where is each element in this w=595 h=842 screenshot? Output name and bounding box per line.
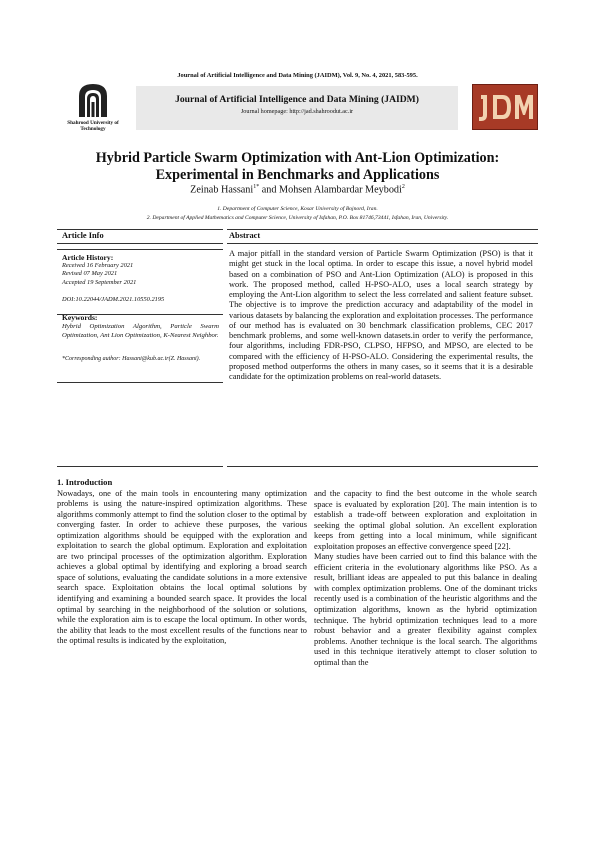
- introduction-heading: 1. Introduction: [57, 477, 113, 487]
- history-heading: Article History:: [62, 253, 114, 262]
- article-info-column: [62, 231, 219, 363]
- history-accepted: Accepted 19 September 2021: [62, 278, 137, 286]
- article-info-heading: Article Info: [62, 231, 104, 240]
- keywords-list: Hybrid Optimization Algorithm, Particle Swarm Optimization, Ant Lion Optimization, K-Nearest Neighbor.: [62, 323, 219, 340]
- university-name-line1: Shahrood University of: [67, 120, 119, 126]
- affiliation-2: 2. Department of Applied Mathematics and Computer Science, University of Isfahan, P.O. Box 81746,73441, Isfahan, Iran, University.: [146, 214, 449, 221]
- author-2: Mohsen Alambardar Meybodi: [279, 184, 402, 196]
- body-paragraph: Nowadays, one of the main tools in encountering many optimization problems is using the nature-inspired optimization algorithms. These algorithms commonly attempt to find the solution closer to the optimal by converging faster. In order to achieve these purposes, the various optimization algorithms should be equipped with the exploration and exploitation to search the global optimum. Exploration and exploitation are two principal processes of the optimization algorithm. Exploration achieves a global optimal by identifying and exploring a broad search space of solutions, evaluating the candidate solutions in a more extensive search space. Exploitation obtains the local optimal solutions by identifying and examining a bounded search space. It provides the local optimal by searching in the neighborhood of the solution or solutions, while the exploration aim is to escape the local optimum. In other words, the ability that leads to the most excellent results of the functions near to the optimal results is indicated by the exploitation,: [57, 488, 307, 646]
- paper-title-line2: Experimental in Benchmarks and Applications: [155, 167, 440, 183]
- author-1: Zeinab Hassani: [190, 184, 254, 196]
- body-column-left: [57, 477, 307, 647]
- affiliation-1: 1. Department of Computer Science, Kosar University of Bojnord, Iran.: [217, 206, 378, 212]
- history-received: Received 16 February 2021: [62, 262, 134, 269]
- journal-title: Journal of Artificial Intelligence and Data Mining (JAIDM): [175, 94, 419, 105]
- article-doi: DOI:10.22044/JADM.2021.10550.2195: [62, 296, 165, 304]
- body-paragraph: Many studies have been carried out to find this balance with the efficient criteria in the evolutionary algorithms like PSO. As a result, brilliant ideas are appealed to put this balance in dealing with complex optimization problems. One of the dominant tricks recently used is a combination of the heuristic algorithms and the optimization algorithms, known as the hybrid optimization technique. The hybrid optimization techniques lead to a more robust behavior and a greater flexibility against complex problems. Another technique is the local search. The algorithms used in this technique iteratively attempt to closer solution to optimal than the: [314, 552, 537, 667]
- jdm-monogram-icon: [473, 85, 537, 129]
- corresponding-author: *Corresponding author: Hassani@kub.ac.ir(Z. Hassani).: [62, 355, 201, 362]
- university-name-line2: Technology: [80, 126, 106, 132]
- history-revised: Revised 07 May 2021: [62, 270, 118, 278]
- journal-homepage: Journal homepage: http://jad.shahroodut.ac.ir: [240, 108, 354, 115]
- author-1-marker: 1*: [253, 184, 260, 190]
- running-head: Journal of Artificial Intelligence and Data Mining (JAIDM), Vol. 9, No. 4, 2021, 583-595.: [177, 72, 418, 79]
- divider-top-right: [227, 229, 538, 230]
- university-emblem-icon: [76, 82, 110, 118]
- abstract-text: A major pitfall in the standard version of Particle Swarm Optimization (PSO) is that it might get stuck in the local optima. In order to escape this issue, a novel hybrid model based on a combination of PSO and Ant-Lion Optimization (ALO) is proposed in this work. The proposed method, called H-PSO-ALO, uses a local search strategy by employing the Ant-Lion algorithm to select the less correlated and salient feature subset. The objective is to improve the prediction accuracy and adaptability of the model in various datasets by balancing the exploration and exploitation processes. The performance of our method has is evaluated on 30 benchmark classification problems, CEC 2017 benchmark problems, and some well-known datasets.in order to verify the performance, four algorithms, including FDR-PSO, CLPSO, HFPSO, and MPSO, are elected to be compared with the efficiency of H-PSO-ALO. Considering the experimental results, the proposed method outperforms the others in many cases, so it seems that it is a desirable candidate for the optimization problems on real-world datasets.: [229, 249, 533, 381]
- divider-bottom-left: [57, 466, 223, 467]
- author-connector: and: [259, 184, 280, 196]
- abstract-section: [229, 231, 533, 382]
- keywords-heading: Keywords:: [62, 313, 98, 323]
- author-2-marker: 2: [401, 184, 405, 190]
- journal-banner: [136, 86, 458, 130]
- divider-bottom-right: [227, 466, 538, 467]
- author-line: [50, 184, 545, 195]
- affiliations: [50, 205, 545, 222]
- divider-keywords: [57, 382, 223, 383]
- body-paragraph: and the capacity to find the best outcome in the whole search space is evaluated by exploration [20]. The main intention is to establish a trade-off between exploration and exploitation in seeking the optimal global solution. An excellent exploration keeps from getting into a local minimum, while significant exploitation proposes an effective convergence speed [22].: [314, 489, 537, 551]
- university-logo: [64, 82, 122, 132]
- paper-title: [50, 150, 545, 184]
- body-column-right: [314, 489, 537, 668]
- paper-title-line1: Hybrid Particle Swarm Optimization with Ant-Lion Optimization:: [95, 150, 500, 166]
- masthead: [58, 80, 538, 140]
- abstract-heading: Abstract: [229, 231, 261, 240]
- jdm-logo: [472, 84, 538, 130]
- divider-top-left: [57, 229, 223, 230]
